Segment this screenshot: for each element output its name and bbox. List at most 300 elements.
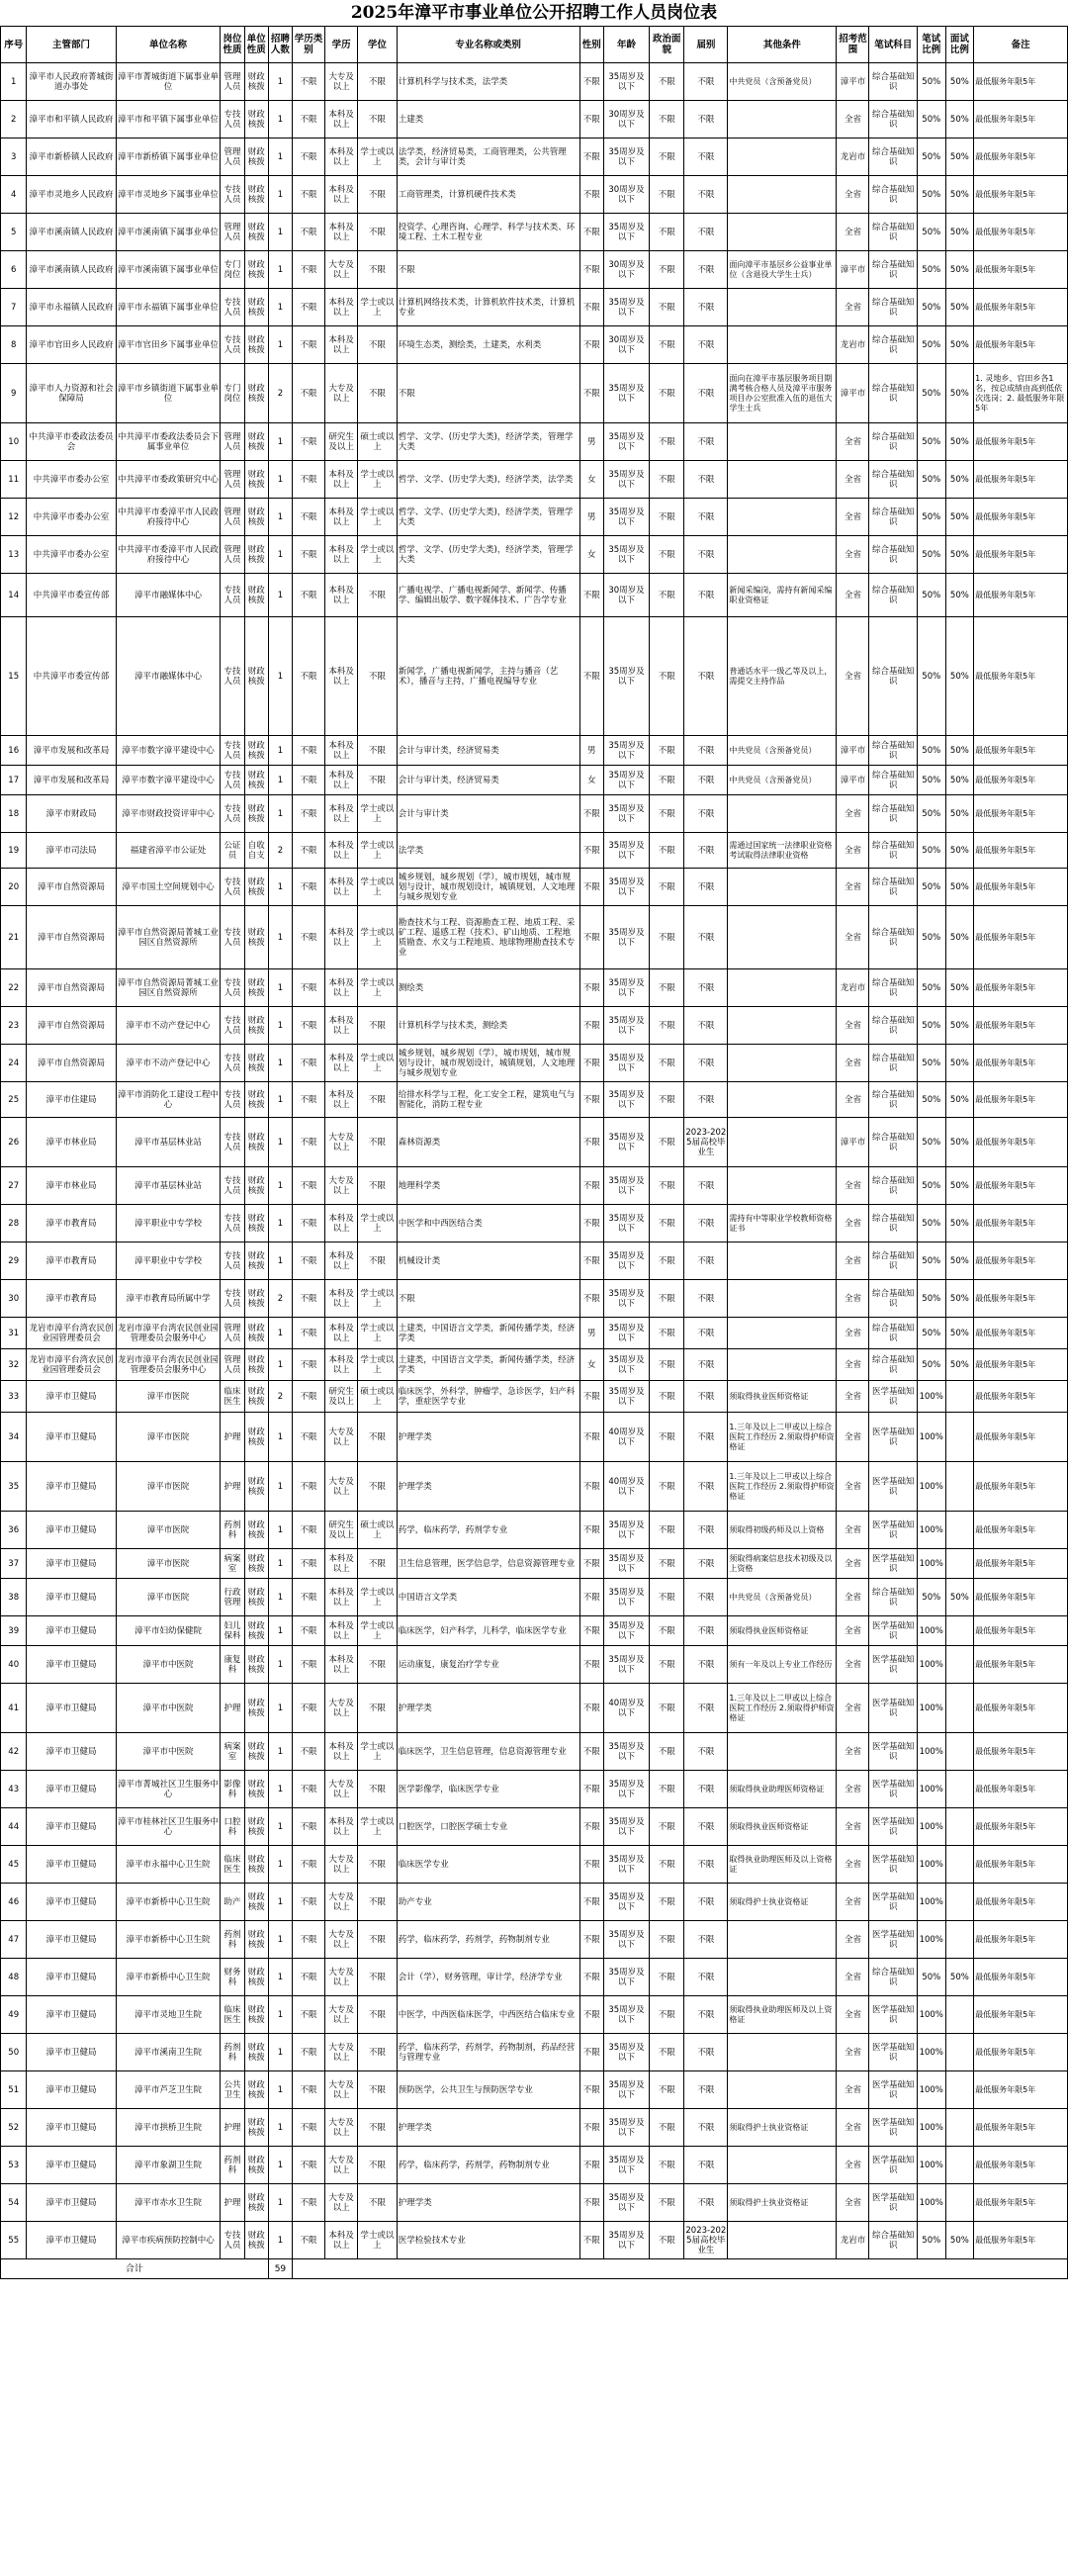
table-cell: 综合基础知识: [869, 1045, 917, 1082]
table-cell: 50%: [945, 736, 974, 766]
table-cell: 不限: [579, 214, 603, 251]
table-cell: 本科及以上: [325, 833, 358, 869]
table-cell: 大专及以上: [325, 1684, 358, 1733]
table-cell: 综合基础知识: [869, 176, 917, 214]
table-cell: 1: [268, 1921, 292, 1959]
table-cell: 最低服务年限5年: [974, 326, 1068, 364]
table-row: [1, 364, 1068, 423]
table-cell: 全省: [837, 1280, 869, 1318]
table-cell: 50%: [917, 536, 945, 574]
table-cell: 35周岁及以下: [603, 2222, 649, 2259]
table-cell: 不限: [397, 251, 579, 289]
table-row: [1, 1007, 1068, 1045]
table-cell: [945, 1884, 974, 1921]
table-cell: 不限: [293, 1318, 325, 1349]
table-cell: 不限: [293, 795, 325, 833]
table-cell: 36: [1, 1512, 27, 1549]
table-cell: 不限: [684, 101, 728, 138]
table-cell: 临床医生: [221, 1381, 244, 1413]
table-cell: 财政核拨: [244, 138, 268, 176]
table-cell: 综合基础知识: [869, 1579, 917, 1616]
table-cell: 男: [579, 499, 603, 536]
table-cell: 100%: [917, 1646, 945, 1684]
table-row: [1, 214, 1068, 251]
table-cell: 计算机网络技术类，计算机软件技术类，计算机专业: [397, 289, 579, 326]
table-cell: 33: [1, 1381, 27, 1413]
table-cell: 2023-2025届高校毕业生: [684, 2222, 728, 2259]
table-cell: 53: [1, 2147, 27, 2184]
table-cell: 漳平市自然资源局: [27, 906, 116, 969]
table-cell: 公证员: [221, 833, 244, 869]
table-cell: 须有一年及以上专业工作经历: [728, 1646, 837, 1684]
table-cell: 全省: [837, 1959, 869, 1996]
table-cell: 35周岁及以下: [603, 1349, 649, 1381]
table-cell: 新闻采编岗，需持有新闻采编职业资格证: [728, 574, 837, 617]
table-cell: 不限: [293, 1808, 325, 1846]
table-cell: 100%: [917, 1884, 945, 1921]
table-cell: [728, 1242, 837, 1280]
table-cell: 综合基础知识: [869, 364, 917, 423]
table-cell: 女: [579, 536, 603, 574]
table-cell: 公共卫生: [221, 2071, 244, 2109]
table-cell: 综合基础知识: [869, 101, 917, 138]
table-cell: 药剂科: [221, 2147, 244, 2184]
table-cell: 50%: [917, 461, 945, 499]
column-header: 单位名称: [116, 27, 221, 63]
table-cell: 临床医学，妇产科学，儿科学，临床医学专业: [397, 1616, 579, 1646]
table-cell: 不限: [684, 1045, 728, 1082]
table-cell: 不限: [579, 1549, 603, 1579]
table-row: [1, 2222, 1068, 2259]
table-cell: 专技人员: [221, 1167, 244, 1205]
table-cell: 药剂科: [221, 1512, 244, 1549]
table-cell: 财政核拨: [244, 2222, 268, 2259]
table-cell: 财政核拨: [244, 1381, 268, 1413]
table-cell: 1: [268, 423, 292, 461]
table-cell: 漳平市卫健局: [27, 1579, 116, 1616]
table-cell: [728, 869, 837, 906]
table-cell: 35周岁及以下: [603, 1996, 649, 2034]
table-cell: 35周岁及以下: [603, 833, 649, 869]
table-cell: 全省: [837, 1549, 869, 1579]
table-cell: 50%: [917, 326, 945, 364]
table-cell: 医学基础知识: [869, 1381, 917, 1413]
column-header: 性别: [579, 27, 603, 63]
table-cell: 不限: [293, 251, 325, 289]
table-cell: [728, 2147, 837, 2184]
table-cell: 土建类，中国语言文学类，新闻传播学类，经济学类: [397, 1318, 579, 1349]
table-cell: 不限: [579, 1205, 603, 1242]
table-cell: 50%: [945, 1349, 974, 1381]
table-cell: 不限: [358, 1462, 398, 1512]
table-cell: 9: [1, 364, 27, 423]
table-cell: 漳平市财政局: [27, 795, 116, 833]
table-cell: 不限: [650, 617, 684, 736]
table-cell: 龙岩市: [837, 138, 869, 176]
table-cell: 不限: [650, 1512, 684, 1549]
table-cell: [728, 795, 837, 833]
table-cell: 不限: [579, 617, 603, 736]
table-cell: 妇儿保科: [221, 1616, 244, 1646]
table-cell: 专技人员: [221, 869, 244, 906]
table-cell: 最低服务年限5年: [974, 1959, 1068, 1996]
table-cell: 1: [268, 2034, 292, 2071]
table-cell: 漳平市卫健局: [27, 1884, 116, 1921]
table-cell: 综合基础知识: [869, 1007, 917, 1045]
table-cell: 漳平市自然资源局菁城工业园区自然资源所: [116, 969, 221, 1007]
table-row: [1, 1413, 1068, 1462]
table-cell: 不限: [650, 1846, 684, 1884]
table-cell: 不限: [293, 833, 325, 869]
table-row: [1, 1846, 1068, 1884]
table-cell: 不限: [650, 1684, 684, 1733]
job-table: [0, 26, 1068, 2279]
table-cell: 漳平市发展和改革局: [27, 736, 116, 766]
table-cell: 中医学，中西医临床医学，中西医结合临床专业: [397, 1996, 579, 2034]
table-cell: 综合基础知识: [869, 1318, 917, 1349]
table-cell: 土建类，中国语言文学类，新闻传播学类，经济学类: [397, 1349, 579, 1381]
table-cell: 1: [268, 176, 292, 214]
table-cell: 运动康复，康复治疗学专业: [397, 1646, 579, 1684]
table-cell: 护理学类: [397, 2109, 579, 2147]
table-cell: 护理学类: [397, 1684, 579, 1733]
table-cell: 2: [268, 1381, 292, 1413]
table-cell: 最低服务年限5年: [974, 1280, 1068, 1318]
table-cell: 不限: [293, 617, 325, 736]
table-cell: 不限: [358, 1413, 398, 1462]
table-cell: 城乡规划，城乡规划（学），城市规划，城市规划与设计，城市规划设计，城镇规划，人文地理与城乡规划专业: [397, 869, 579, 906]
table-cell: 漳平市: [837, 736, 869, 766]
table-cell: 不限: [650, 1413, 684, 1462]
table-cell: 漳平市卫健局: [27, 1771, 116, 1808]
table-cell: 地理科学类: [397, 1167, 579, 1205]
table-cell: 不限: [293, 423, 325, 461]
table-cell: 50%: [917, 1242, 945, 1280]
table-cell: 不限: [684, 1996, 728, 2034]
table-cell: 最低服务年限5年: [974, 1616, 1068, 1646]
table-cell: 口腔科: [221, 1808, 244, 1846]
table-row: [1, 2071, 1068, 2109]
table-cell: 35周岁及以下: [603, 536, 649, 574]
table-cell: 财政核拨: [244, 101, 268, 138]
table-cell: 不限: [579, 2184, 603, 2222]
table-cell: 35周岁及以下: [603, 1616, 649, 1646]
table-cell: 不限: [650, 1549, 684, 1579]
table-cell: 不限: [579, 138, 603, 176]
table-cell: 哲学、文学、(历史学大类)，经济学类，法学类: [397, 461, 579, 499]
table-cell: 法学类: [397, 833, 579, 869]
table-cell: 50%: [945, 617, 974, 736]
table-cell: 专技人员: [221, 1280, 244, 1318]
table-cell: 不限: [293, 63, 325, 101]
table-cell: 漳平市: [837, 251, 869, 289]
table-cell: 最低服务年限5年: [974, 906, 1068, 969]
table-cell: 35周岁及以下: [603, 1280, 649, 1318]
table-cell: 医学影像学，临床医学专业: [397, 1771, 579, 1808]
table-cell: 19: [1, 833, 27, 869]
table-cell: 不限: [650, 2184, 684, 2222]
table-row: [1, 1996, 1068, 2034]
table-cell: 漳平市卫健局: [27, 1616, 116, 1646]
table-cell: 管理人员: [221, 423, 244, 461]
table-cell: 自收自支: [244, 833, 268, 869]
table-row: [1, 2147, 1068, 2184]
table-cell: 漳平市溪南卫生院: [116, 2034, 221, 2071]
table-cell: 龙岩市: [837, 969, 869, 1007]
table-cell: 1: [268, 2147, 292, 2184]
table-cell: 1: [268, 1846, 292, 1884]
table-cell: 1: [268, 461, 292, 499]
table-cell: 学士或以上: [358, 1733, 398, 1771]
table-cell: 47: [1, 1921, 27, 1959]
table-cell: 护理学类: [397, 1413, 579, 1462]
table-cell: 女: [579, 766, 603, 795]
table-cell: 50%: [945, 214, 974, 251]
table-cell: 不限: [293, 1082, 325, 1118]
table-cell: 不限: [650, 63, 684, 101]
table-cell: 46: [1, 1884, 27, 1921]
table-cell: 中共党员（含预备党员）: [728, 1579, 837, 1616]
table-cell: 漳平市: [837, 1118, 869, 1167]
table-row: [1, 574, 1068, 617]
table-cell: 1: [268, 1118, 292, 1167]
table-cell: 漳平市基层林业站: [116, 1118, 221, 1167]
table-cell: 不限: [293, 1045, 325, 1082]
table-cell: 财政核拨: [244, 423, 268, 461]
table-cell: 不限: [579, 1280, 603, 1318]
table-cell: 本科及以上: [325, 1646, 358, 1684]
table-cell: 最低服务年限5年: [974, 1381, 1068, 1413]
table-cell: 漳平市中医院: [116, 1646, 221, 1684]
table-cell: 本科及以上: [325, 795, 358, 833]
table-cell: 1: [268, 1733, 292, 1771]
table-cell: 大专及以上: [325, 364, 358, 423]
table-cell: 1: [268, 1512, 292, 1549]
table-cell: 35周岁及以下: [603, 138, 649, 176]
table-cell: 财政核拨: [244, 2071, 268, 2109]
table-cell: 财政核拨: [244, 1959, 268, 1996]
table-cell: 1: [268, 1045, 292, 1082]
table-cell: 30周岁及以下: [603, 326, 649, 364]
table-cell: 漳平市卫健局: [27, 1959, 116, 1996]
table-cell: 医学基础知识: [869, 2071, 917, 2109]
total-row: [1, 2259, 1068, 2279]
table-cell: 会计与审计类: [397, 795, 579, 833]
table-cell: 漳平市基层林业站: [116, 1167, 221, 1205]
table-cell: 管理人员: [221, 63, 244, 101]
table-cell: 最低服务年限5年: [974, 969, 1068, 1007]
table-cell: 不限: [684, 833, 728, 869]
table-cell: 漳平市卫健局: [27, 1549, 116, 1579]
table-cell: 不限: [293, 1512, 325, 1549]
table-cell: 最低服务年限5年: [974, 1082, 1068, 1118]
table-cell: 助产: [221, 1884, 244, 1921]
table-cell: 不限: [579, 833, 603, 869]
table-cell: 综合基础知识: [869, 461, 917, 499]
table-cell: 漳平市住建局: [27, 1082, 116, 1118]
table-cell: 中共漳平市委漳平市人民政府接待中心: [116, 499, 221, 536]
table-cell: 全省: [837, 795, 869, 833]
table-cell: 临床医学专业: [397, 1846, 579, 1884]
table-cell: 2: [268, 833, 292, 869]
table-cell: 须取得初级药师及以上资格: [728, 1512, 837, 1549]
table-cell: 最低服务年限5年: [974, 63, 1068, 101]
table-cell: 不限: [684, 1846, 728, 1884]
table-cell: 全省: [837, 1413, 869, 1462]
table-cell: 最低服务年限5年: [974, 101, 1068, 138]
table-cell: 行政管理: [221, 1579, 244, 1616]
table-cell: 医学基础知识: [869, 1921, 917, 1959]
table-cell: 50%: [945, 1007, 974, 1045]
table-cell: 中共漳平市委办公室: [27, 461, 116, 499]
table-cell: [728, 2222, 837, 2259]
table-cell: 1: [268, 1462, 292, 1512]
table-row: [1, 1242, 1068, 1280]
table-cell: 病案室: [221, 1733, 244, 1771]
table-cell: 1: [268, 969, 292, 1007]
table-cell: 不限: [358, 364, 398, 423]
table-cell: 全省: [837, 1684, 869, 1733]
table-cell: 漳平市乡镇街道下属事业单位: [116, 364, 221, 423]
table-cell: 35周岁及以下: [603, 2071, 649, 2109]
table-cell: 专技人员: [221, 1242, 244, 1280]
table-cell: [728, 289, 837, 326]
table-cell: 最低服务年限5年: [974, 289, 1068, 326]
table-cell: 面向漳平市基层乡公益事业单位（含退役大学生士兵）: [728, 251, 837, 289]
table-cell: 不限: [579, 364, 603, 423]
table-cell: 财政核拨: [244, 63, 268, 101]
table-cell: 不限: [579, 1167, 603, 1205]
table-cell: [945, 2184, 974, 2222]
table-cell: 专技人员: [221, 617, 244, 736]
table-cell: 35周岁及以下: [603, 1318, 649, 1349]
table-cell: 学士或以上: [358, 1045, 398, 1082]
table-cell: 药学，临床药学，药剂学，药物制剂专业: [397, 2147, 579, 2184]
table-cell: 大专及以上: [325, 1118, 358, 1167]
table-cell: 50%: [945, 1045, 974, 1082]
table-cell: 中共漳平市委政法委员会下属事业单位: [116, 423, 221, 461]
table-cell: 全省: [837, 1646, 869, 1684]
table-cell: 不限: [650, 1082, 684, 1118]
table-cell: 不限: [684, 63, 728, 101]
table-cell: 财政核拨: [244, 617, 268, 736]
table-cell: 学士或以上: [358, 1318, 398, 1349]
table-cell: 综合基础知识: [869, 423, 917, 461]
table-cell: 35周岁及以下: [603, 1884, 649, 1921]
table-cell: 中国语言文学类: [397, 1579, 579, 1616]
table-cell: 不限: [650, 364, 684, 423]
table-row: [1, 2109, 1068, 2147]
table-cell: 学士或以上: [358, 1280, 398, 1318]
table-cell: 50%: [945, 1205, 974, 1242]
table-cell: 药学，临床药学，药剂学专业: [397, 1512, 579, 1549]
table-cell: 学士或以上: [358, 289, 398, 326]
table-row: [1, 1318, 1068, 1349]
table-cell: 本科及以上: [325, 138, 358, 176]
table-cell: 35周岁及以下: [603, 1512, 649, 1549]
table-cell: 35周岁及以下: [603, 906, 649, 969]
table-cell: 不限: [293, 969, 325, 1007]
table-cell: 不限: [650, 1771, 684, 1808]
table-cell: 硕士或以上: [358, 423, 398, 461]
table-cell: 不限: [293, 536, 325, 574]
table-cell: 全省: [837, 869, 869, 906]
table-cell: 不限: [579, 326, 603, 364]
table-row: [1, 1733, 1068, 1771]
table-cell: 50%: [917, 251, 945, 289]
table-cell: 不限: [650, 289, 684, 326]
table-cell: 财政核拨: [244, 1733, 268, 1771]
table-cell: 50%: [945, 176, 974, 214]
table-cell: 城乡规划，城乡规划（学），城市规划，城市规划与设计，城市规划设计，城镇规划，人文地理与城乡规划专业: [397, 1045, 579, 1082]
table-cell: 21: [1, 906, 27, 969]
table-cell: 不限: [293, 736, 325, 766]
table-cell: 漳平市数字漳平建设中心: [116, 736, 221, 766]
table-cell: 50%: [945, 1167, 974, 1205]
table-cell: 财政核拨: [244, 364, 268, 423]
table-cell: 50%: [917, 1579, 945, 1616]
table-cell: 22: [1, 969, 27, 1007]
table-cell: 漳平市溪南镇下属事业单位: [116, 251, 221, 289]
table-cell: 51: [1, 2071, 27, 2109]
column-header: 主管部门: [27, 27, 116, 63]
table-cell: 管理人员: [221, 214, 244, 251]
table-cell: 50%: [917, 1007, 945, 1045]
table-cell: 漳平市新桥中心卫生院: [116, 1959, 221, 1996]
table-cell: [728, 1959, 837, 1996]
table-cell: 不限: [293, 289, 325, 326]
table-cell: 男: [579, 736, 603, 766]
table-cell: 不限: [684, 2147, 728, 2184]
table-cell: 不限: [684, 326, 728, 364]
table-cell: 不限: [650, 1959, 684, 1996]
table-cell: 龙岩市漳平台湾农民创业园管理委员会: [27, 1318, 116, 1349]
table-cell: 医学基础知识: [869, 1996, 917, 2034]
table-cell: 漳平市林业局: [27, 1118, 116, 1167]
table-cell: 综合基础知识: [869, 1242, 917, 1280]
table-cell: 财政核拨: [244, 869, 268, 906]
table-cell: 大专及以上: [325, 2184, 358, 2222]
table-cell: 50%: [917, 1318, 945, 1349]
table-cell: 5: [1, 214, 27, 251]
table-cell: 100%: [917, 2071, 945, 2109]
table-cell: 不限: [358, 1959, 398, 1996]
table-cell: 最低服务年限5年: [974, 2222, 1068, 2259]
table-cell: 50%: [945, 101, 974, 138]
table-cell: 1: [268, 2071, 292, 2109]
table-cell: 不限: [579, 1771, 603, 1808]
table-cell: 本科及以上: [325, 289, 358, 326]
table-cell: 专技人员: [221, 2222, 244, 2259]
table-cell: 学士或以上: [358, 1579, 398, 1616]
table-cell: 不限: [650, 833, 684, 869]
table-cell: 护理: [221, 2184, 244, 2222]
table-cell: 不限: [397, 1280, 579, 1318]
table-cell: 50%: [945, 138, 974, 176]
table-cell: 漳平市卫健局: [27, 1733, 116, 1771]
table-cell: 财政核拨: [244, 1808, 268, 1846]
table-cell: 龙岩市漳平台湾农民创业园管理委员会服务中心: [116, 1349, 221, 1381]
table-cell: 不限: [293, 1549, 325, 1579]
table-cell: 50%: [917, 1167, 945, 1205]
table-cell: 50%: [945, 536, 974, 574]
table-cell: 18: [1, 795, 27, 833]
table-cell: 本科及以上: [325, 461, 358, 499]
table-cell: 不限: [579, 1684, 603, 1733]
table-cell: 不限: [684, 1318, 728, 1349]
table-cell: 不限: [650, 2147, 684, 2184]
table-cell: 50%: [945, 1318, 974, 1349]
